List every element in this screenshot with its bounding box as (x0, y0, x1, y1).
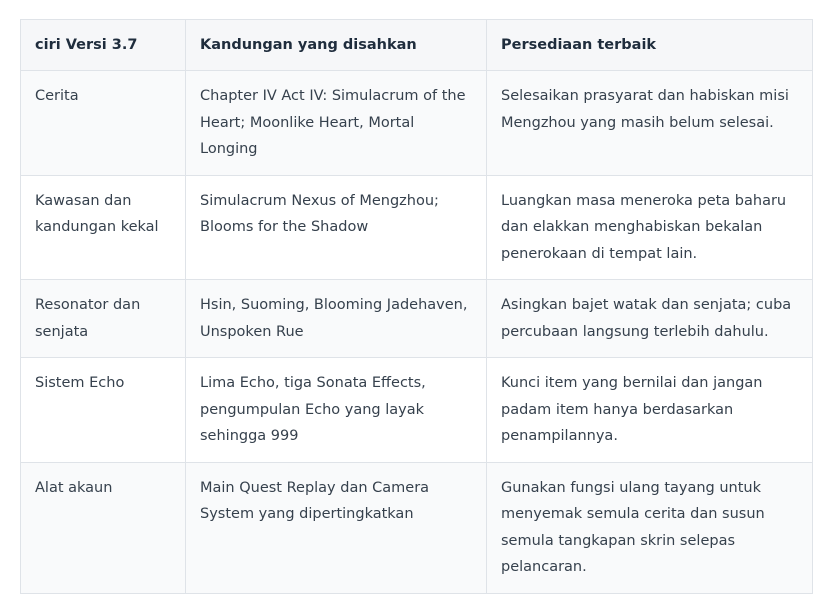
table-body (21, 71, 813, 594)
table-row (21, 358, 813, 463)
version-comparison-table (20, 19, 813, 594)
cell-preparation: Kunci item yang bernilai dan jangan padam item hanya berdasarkan penampilannya. (487, 358, 813, 463)
table-row (21, 175, 813, 280)
cell-preparation: Selesaikan prasyarat dan habiskan misi Mengzhou yang masih belum selesai. (487, 71, 813, 176)
cell-content: Lima Echo, tiga Sonata Effects, pengumpulan Echo yang layak sehingga 999 (186, 358, 487, 463)
cell-feature: Cerita (21, 71, 186, 176)
cell-preparation: Luangkan masa meneroka peta baharu dan elakkan menghabiskan bekalan penerokaan di tempat lain. (487, 175, 813, 280)
cell-feature: Alat akaun (21, 462, 186, 593)
header-confirmed-content: Kandungan yang disahkan (186, 20, 487, 71)
table-header (21, 20, 813, 71)
cell-content: Hsin, Suoming, Blooming Jadehaven, Unspoken Rue (186, 280, 487, 358)
table-row (21, 280, 813, 358)
table-row (21, 462, 813, 593)
cell-content: Main Quest Replay dan Camera System yang dipertingkatkan (186, 462, 487, 593)
cell-preparation: Asingkan bajet watak dan senjata; cuba percubaan langsung terlebih dahulu. (487, 280, 813, 358)
cell-preparation: Gunakan fungsi ulang tayang untuk menyemak semula cerita dan susun semula tangkapan skrin selepas pelancaran. (487, 462, 813, 593)
comparison-table-container (20, 19, 812, 594)
cell-content: Simulacrum Nexus of Mengzhou; Blooms for the Shadow (186, 175, 487, 280)
header-feature: ciri Versi 3.7 (21, 20, 186, 71)
header-best-preparation: Persediaan terbaik (487, 20, 813, 71)
cell-content: Chapter IV Act IV: Simulacrum of the Heart; Moonlike Heart, Mortal Longing (186, 71, 487, 176)
cell-feature: Resonator dan senjata (21, 280, 186, 358)
cell-feature: Kawasan dan kandungan kekal (21, 175, 186, 280)
cell-feature: Sistem Echo (21, 358, 186, 463)
table-row (21, 71, 813, 176)
header-row (21, 20, 813, 71)
